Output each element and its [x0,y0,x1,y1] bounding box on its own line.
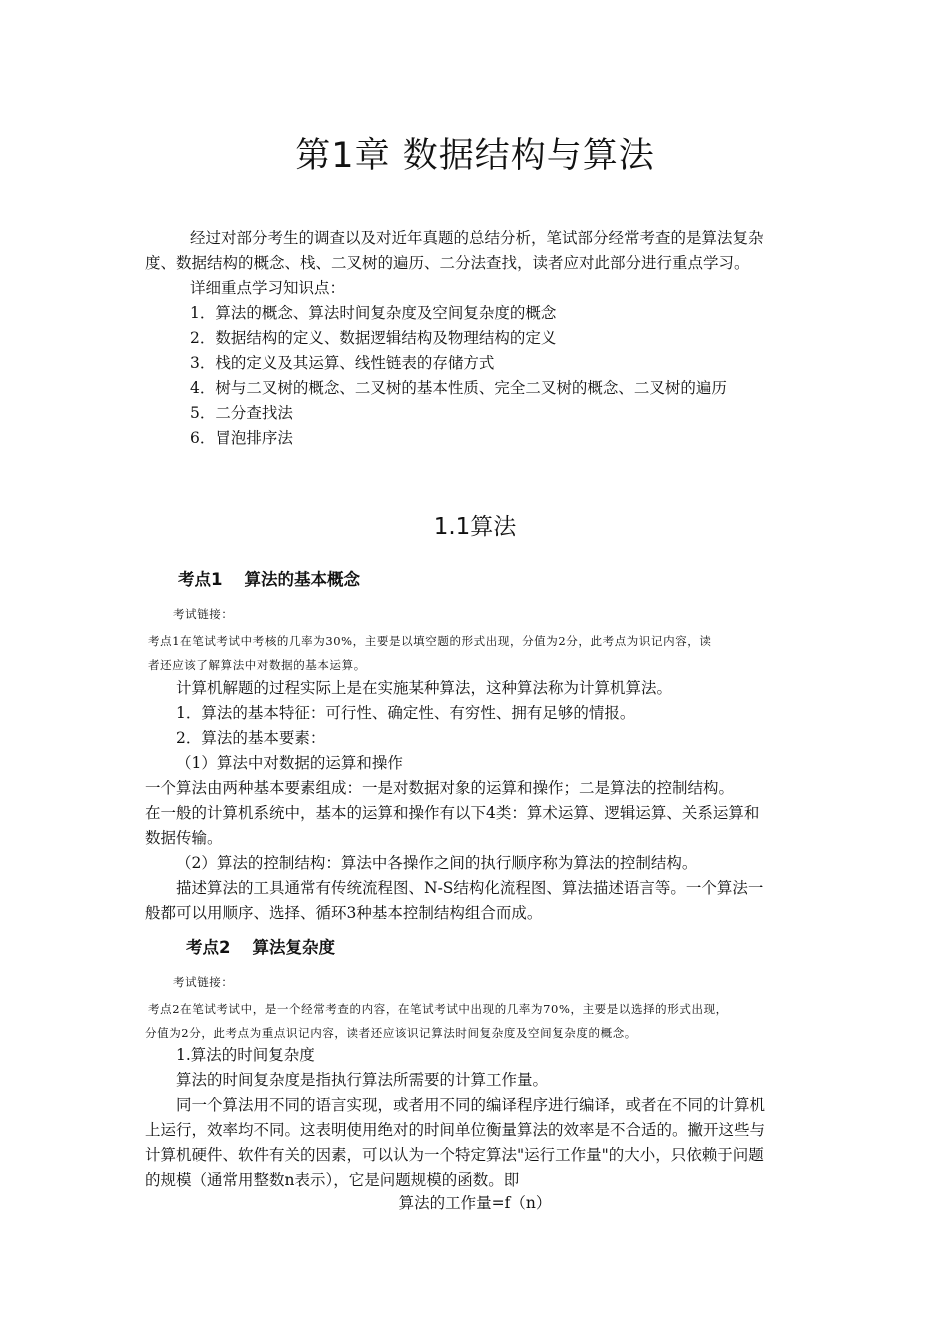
chapter-title: 第1章 数据结构与算法 [295,136,655,176]
kp1-paragraph: 在一般的计算机系统中，基本的运算和操作有以下4类：算术运算、逻辑运算、关系运算和 [145,804,760,822]
kp1-title: 算法的基本概念 [244,570,360,589]
kp2-label: 考点2 [186,938,231,957]
kp1-paragraph: 1．算法的基本特征：可行性、确定性、有穷性、拥有足够的情报。 [176,704,636,722]
kp2-heading [186,934,335,958]
intro-line-1: 经过对部分考生的调查以及对近年真题的总结分析，笔试部分经常考查的是算法复杂 [190,229,764,247]
kp1-paragraph: 数据传输。 [145,829,223,847]
kp1-paragraph: （1）算法中对数据的运算和操作 [176,754,403,772]
key-point-item: 4．树与二叉树的概念、二叉树的基本性质、完全二叉树的概念、二叉树的遍历 [190,379,727,397]
kp2-paragraph: 计算机硬件、软件有关的因素，可以认为一个特定算法"运行工作量"的大小，只依赖于问题 [145,1146,764,1164]
key-point-item: 1．算法的概念、算法时间复杂度及空间复杂度的概念 [190,304,557,322]
key-point-item: 3．栈的定义及其运算、线性链表的存储方式 [190,354,495,372]
kp2-note-line-2: 分值为2分，此考点为重点识记内容，读者还应该识记算法时间复杂度及空间复杂度的概念。 [145,1026,637,1040]
intro-line-2: 度、数据结构的概念、栈、二叉树的遍历、二分法查找，读者应对此部分进行重点学习。 [145,254,750,272]
kp1-paragraph: （2）算法的控制结构：算法中各操作之间的执行顺序称为算法的控制结构。 [176,854,698,872]
key-point-item: 5．二分查找法 [190,404,293,422]
kp1-note-line-2: 者还应该了解算法中对数据的基本运算。 [148,658,366,672]
kp2-link-label: 考试链接： [173,975,234,989]
key-points-label: 详细重点学习知识点： [190,279,346,297]
kp2-paragraph: 上运行，效率均不同。这表明使用绝对的时间单位衡量算法的效率是不合适的。撇开这些与 [145,1121,766,1139]
kp1-paragraph: 2．算法的基本要素： [176,729,326,747]
kp1-label: 考点1 [178,570,223,589]
kp1-note-line-1: 考点1在笔试考试中考核的几率为30%，主要是以填空题的形式出现，分值为2分，此考点为识记内容，读 [148,634,712,648]
section-title: 1.1算法 [433,514,517,540]
kp2-title: 算法复杂度 [252,938,335,957]
kp2-paragraph: 同一个算法用不同的语言实现，或者用不同的编译程序进行编译，或者在不同的计算机 [176,1096,766,1114]
kp1-paragraph: 一个算法由两种基本要素组成：一是对数据对象的运算和操作；二是算法的控制结构。 [145,779,735,797]
kp1-paragraph: 描述算法的工具通常有传统流程图、N-S结构化流程图、算法描述语言等。一个算法一 [176,879,764,897]
kp1-paragraph: 般都可以用顺序、选择、循环3种基本控制结构组合而成。 [145,904,543,922]
kp2-paragraph: 算法的时间复杂度是指执行算法所需要的计算工作量。 [176,1071,549,1089]
kp2-paragraph: 1.算法的时间复杂度 [176,1046,315,1064]
key-point-item: 6．冒泡排序法 [190,429,293,447]
kp1-paragraph: 计算机解题的过程实际上是在实施某种算法，这种算法称为计算机算法。 [176,679,673,697]
kp2-paragraph: 的规模（通常用整数n表示），它是问题规模的函数。即 [145,1171,520,1189]
key-point-item: 2．数据结构的定义、数据逻辑结构及物理结构的定义 [190,329,557,347]
kp1-heading [178,566,360,590]
formula: 算法的工作量=f（n） [398,1194,552,1212]
kp2-note-line-1: 考点2在笔试考试中，是一个经常考查的内容，在笔试考试中出现的几率为70%，主要是以选择的形式出现， [148,1002,728,1016]
kp1-link-label: 考试链接： [173,607,234,621]
